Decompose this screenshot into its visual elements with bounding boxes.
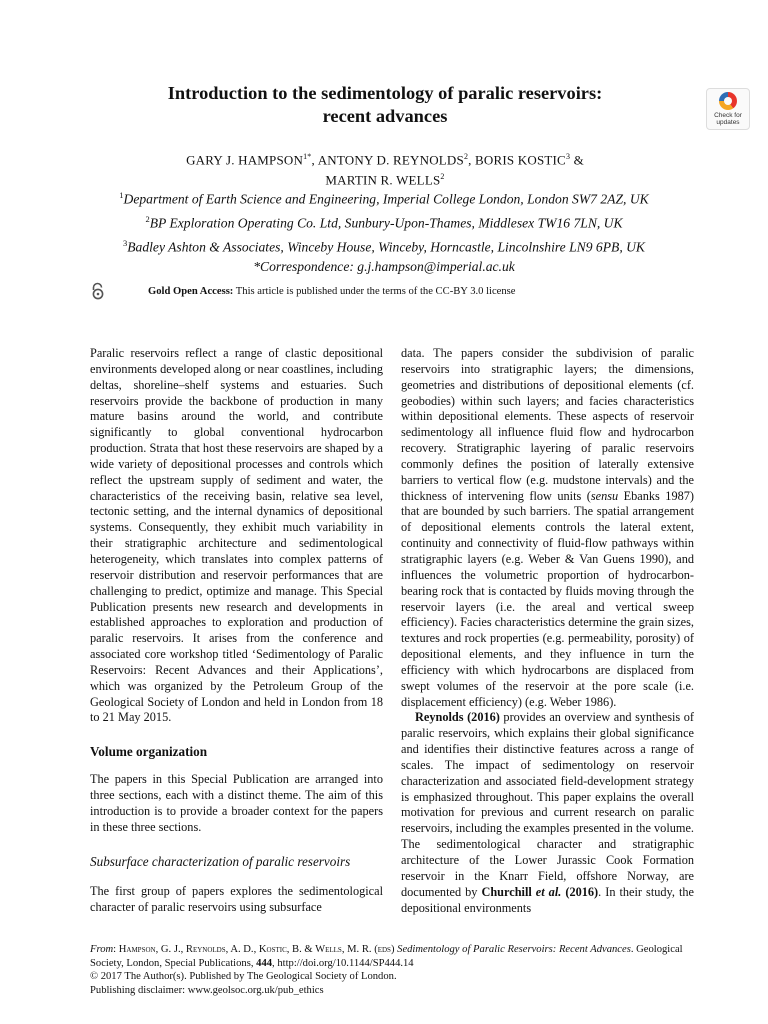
right-column xyxy=(401,346,694,916)
title-line-2: recent advances xyxy=(322,106,448,126)
author-list xyxy=(120,148,650,189)
footer-book-title: Sedimentology of Paralic Reservoirs: Recent Advances xyxy=(397,944,631,955)
footer-from: From xyxy=(90,944,114,955)
affiliation-text: Badley Ashton & Associates, Winceby House, Winceby, Horncastle, Lincolnshire LN9 6PB, UK xyxy=(127,239,645,255)
continuation-paragraph xyxy=(401,346,694,710)
article-title xyxy=(90,82,680,128)
author-name: MARTIN R. WELLS xyxy=(325,172,441,188)
open-access-text: This article is published under the terms of the CC-BY 3.0 license xyxy=(233,286,516,297)
affiliation-text: BP Exploration Operating Co. Ltd, Sunbury-Upon-Thames, Middlesex TW16 7LN, UK xyxy=(149,215,623,231)
affiliation-number: 3 xyxy=(122,238,128,248)
left-column xyxy=(90,346,383,916)
affiliation-number: 2 xyxy=(145,214,150,224)
text-run: data. The papers consider the subdivision of paralic reservoirs into stratigraphic layers; the dimensions, geometries and distributions of depositional elements (cf. geobodies) within such layers; and facies characteristics within depositional elements. These aspects of reservoir sedimentology all influence fluid flow and hydrocarbon recovery. Stratigraphic layering of paralic reservoirs commonly defines the position of laterally extensive barriers to vertical flow (e.g. mudstone intervals) and the thickness of intervening flow units ( xyxy=(401,346,694,503)
footer-disclaimer-link[interactable]: Publishing disclaimer: www.geolsoc.org.uk/pub_ethics xyxy=(90,984,324,996)
check-for-updates-badge[interactable] xyxy=(706,88,750,130)
affiliation-number: 1 xyxy=(119,190,124,200)
reynolds-paragraph xyxy=(401,710,694,916)
author-affil-sup: 2 xyxy=(463,152,469,161)
author-affil-sup: 2 xyxy=(440,172,445,182)
italic-term: sensu xyxy=(590,488,619,503)
author-separator: & xyxy=(570,152,584,168)
check-for-updates-label: Check for updates xyxy=(714,112,742,126)
footer-volume: 444 xyxy=(256,957,273,969)
open-access-notice xyxy=(148,285,516,299)
open-access-label: Gold Open Access: xyxy=(148,286,234,297)
text-run: provides an overview and synthesis of paralic reservoirs, which explains their global significance and identifies their distinctive features across a range of scales. The impact of sedimentology on reservoir characterization and associated field-development strategy is emphasized throughout. This paper explains the overall motivation for previous and current research on paralic reservoirs, including the examples presented in the volume. The sedimentological character and stratigraphic architecture of the Lower Jurassic Cook Formation reservoir in the Knarr Field, offshore Norway, are documented by xyxy=(401,710,694,899)
footer-editors: : Hampson, G. J., Reynolds, A. D., Kostic, B. & Wells, M. R. (eds) xyxy=(113,944,398,955)
affiliation-2 xyxy=(40,210,728,233)
author-affil-sup: 1* xyxy=(303,152,312,161)
affiliation-3 xyxy=(40,234,728,257)
footer-series: . Geological Society, London, Special Publications, xyxy=(90,944,683,969)
subsurface-paragraph: The first group of papers explores the sedimentological character of paralic reservoirs using subsurface xyxy=(90,884,383,915)
crossmark-icon xyxy=(719,92,737,110)
volume-paragraph: The papers in this Special Publication are arranged into three sections, each with a distinct theme. The aim of this introduction is to provide a broader context for the papers in these three sections. xyxy=(90,772,383,834)
footer-doi-link[interactable]: , http://doi.org/10.1144/SP444.14 xyxy=(272,957,414,969)
text-run: Ebanks 1987) that are bounded by such barriers. The spatial arrangement of depositional elements controls the lateral extent, continuity and connectivity of fluid-flow pathways within stratigraphic layers (e.g. Weber & Van Guens 1990), and influences the volumetric proportion of hydrocarbon-bearing rock that is contacted by fluids moving through the reservoir layers (i.e. the areal and vertical sweep efficiency). Facies characteristics determine the grain sizes, textures and rock properties (e.g. permeability, porosity) of depositional elements, and they influence in turn the efficiency with which hydrocarbons are displaced from swept volumes of the reservoir at the pore scale (i.e. displacement efficiency) (e.g. Weber 1986). xyxy=(401,488,694,709)
correspondence: *Correspondence: g.j.hampson@imperial.ac.uk xyxy=(253,259,515,274)
section-heading: Volume organization xyxy=(90,744,208,760)
title-line-1: Introduction to the sedimentology of paralic reservoirs: xyxy=(167,83,603,103)
citation-line xyxy=(90,943,700,970)
page-footer xyxy=(90,943,700,997)
subsection-heading: Subsurface characterization of paralic reservoirs xyxy=(90,854,351,870)
author-line-1 xyxy=(120,148,650,168)
citation-churchill[interactable]: Churchill et al. (2016) xyxy=(481,884,599,899)
affiliation-text: Department of Earth Science and Engineering, Imperial College London, London SW7 2AZ, UK xyxy=(123,191,649,207)
citation-reynolds[interactable]: Reynolds (2016) xyxy=(415,710,500,725)
author-name: , ANTONY D. REYNOLDS xyxy=(311,152,464,168)
affiliation-1 xyxy=(40,186,728,209)
intro-paragraph: Paralic reservoirs reflect a range of clastic depositional environments developed along or near coastlines, including deltas, shoreline–shelf systems and estuaries. Such reservoirs provide the backbone of production in many mature basins around the world, and contribute significantly to global conventional hydrocarbon production. Strata that host these reservoirs are shaped by a wide variety of depositional processes and controls which reflect the upstream supply of sediment and water, the characteristics of the receiving basin, relative sea level, tectonic setting, and the internal dynamics of depositional systems. Consequently, they exhibit much variability in their stratigraphic architecture and sedimentological heterogeneity, which translates into complex patterns of reservoir distribution and reservoir performances that are challenging to predict, optimize and manage. This Special Publication presents new research and developments in established approaches to exploration and production of paralic reservoirs. It arises from the conference and associated core workshop titled ‘Sedimentology of Paralic Reservoirs: Recent Advances and their Applications’, which was organized by the Petroleum Group of the Geological Society of London and held in London from 18 to 21 May 2015. xyxy=(90,346,383,725)
text-run: . In their study, the depositional environments xyxy=(401,884,694,915)
footer-copyright: © 2017 The Author(s). Published by The Geological Society of London. xyxy=(90,971,397,983)
author-name: GARY J. HAMPSON xyxy=(186,152,304,168)
author-affil-sup: 3 xyxy=(565,152,571,161)
open-access-icon xyxy=(90,282,106,300)
author-name: , BORIS KOSTIC xyxy=(468,152,566,168)
